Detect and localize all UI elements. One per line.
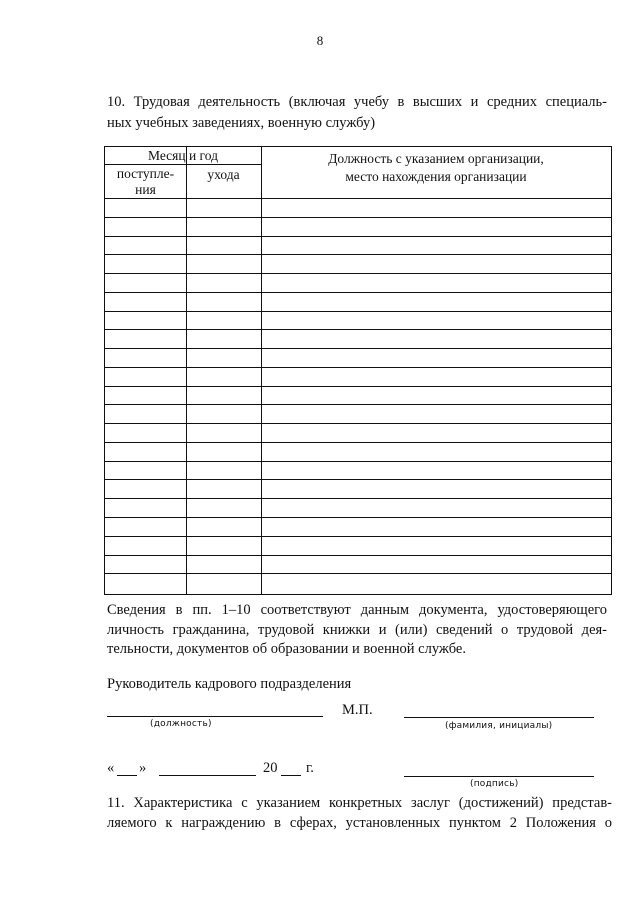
signature-field[interactable] — [404, 776, 594, 777]
date-century: 20 — [263, 760, 278, 776]
section-11-line-1: 11. Характеристика с указанием конкретных заслуг (достижений) представ- — [107, 795, 612, 811]
name-field[interactable] — [404, 717, 594, 718]
table-row[interactable] — [105, 292, 611, 311]
table-row[interactable] — [105, 386, 611, 405]
table-row[interactable] — [105, 348, 611, 367]
header-position-line-1: Должность с указанием организации, — [328, 151, 544, 166]
table-row[interactable] — [105, 442, 611, 461]
header-exit: ухода — [207, 167, 240, 182]
section-10-line-1: 10. Трудовая деятельность (включая учебу в высших и средних специаль- — [107, 94, 607, 110]
section-11-heading — [107, 793, 612, 833]
date-month-field[interactable] — [159, 775, 256, 776]
page-number: 8 — [316, 33, 324, 48]
table-row[interactable] — [105, 536, 611, 555]
position-caption: (должность) — [150, 719, 212, 729]
stamp-label: М.П. — [342, 702, 373, 718]
date-year-suffix: г. — [306, 760, 314, 776]
table-row[interactable] — [105, 236, 611, 255]
table-row[interactable] — [105, 404, 611, 423]
table-row[interactable] — [105, 217, 611, 236]
section-11-line-2: ляемого к награждению в сферах, установленных пунктом 2 Положения о — [107, 815, 612, 831]
table-row[interactable] — [105, 498, 611, 517]
statement-line-1: Сведения в пп. 1–10 соответствуют данным документа, удостоверяющего — [107, 602, 607, 618]
header-position-line-2: место нахождения организации — [345, 169, 527, 184]
header-month-year: Месяц и год — [148, 148, 218, 163]
date-year-field[interactable] — [281, 775, 301, 776]
date-day-field[interactable] — [117, 775, 137, 776]
table-row[interactable] — [105, 329, 611, 348]
employment-table — [104, 146, 612, 595]
statement-line-2: личность гражданина, трудовой книжки и (или) сведений о трудовой дея- — [107, 621, 607, 638]
table-row[interactable] — [105, 273, 611, 292]
table-row[interactable] — [105, 479, 611, 498]
section-10-line-2: ных учебных заведениях, военную службу) — [107, 115, 376, 131]
header-subdivider — [105, 164, 261, 165]
table-row[interactable] — [105, 461, 611, 480]
date-close-quote: » — [139, 760, 147, 776]
table-row[interactable] — [105, 311, 611, 330]
name-caption: (фамилия, инициалы) — [445, 721, 553, 731]
section-10-heading — [107, 92, 607, 134]
table-row[interactable] — [105, 367, 611, 386]
table-row[interactable] — [105, 573, 611, 592]
header-entry: поступле- ния — [116, 166, 175, 197]
table-row[interactable] — [105, 254, 611, 273]
signature-caption: (подпись) — [470, 779, 519, 789]
date-open-quote: « — [107, 760, 115, 776]
hr-head-label: Руководитель кадрового подразделения — [107, 676, 352, 692]
position-field[interactable] — [107, 716, 323, 717]
data-confirmation-statement — [107, 601, 607, 660]
table-row[interactable] — [105, 555, 611, 574]
table-row[interactable] — [105, 423, 611, 442]
table-row[interactable] — [105, 517, 611, 536]
statement-line-3: тельности, документов об образовании и военной службе. — [107, 641, 466, 657]
table-row[interactable] — [105, 198, 611, 217]
